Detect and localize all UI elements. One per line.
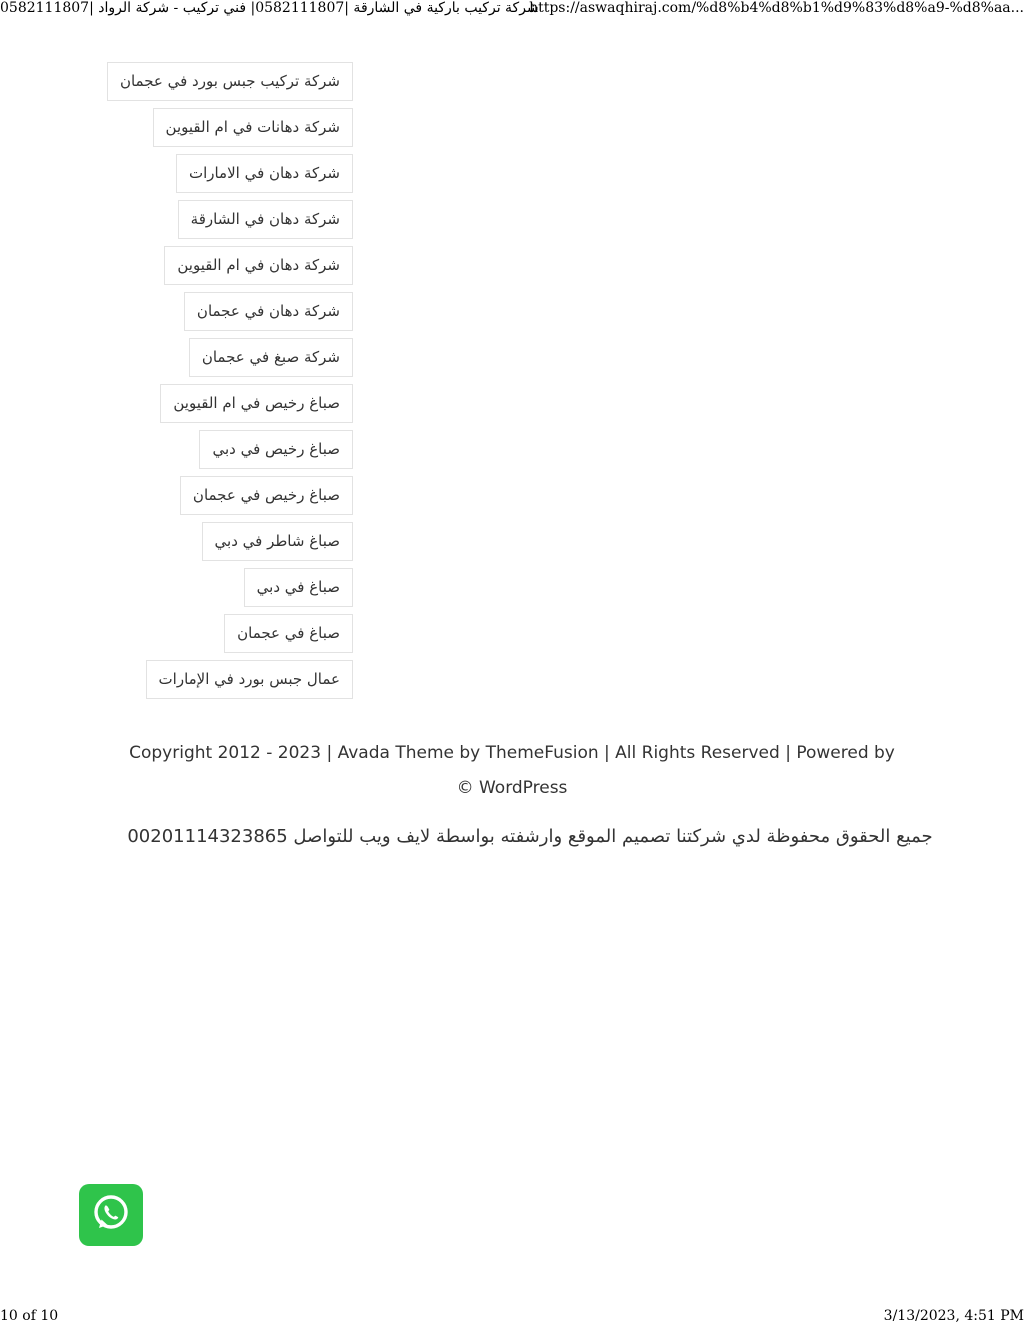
tag-link[interactable]: عمال جبس بورد في الإمارات: [146, 660, 353, 699]
tag-link[interactable]: صباغ رخيص في عجمان: [180, 476, 353, 515]
footer-rights-arabic: جميع الحقوق محفوظة لدي شركتنا تصميم الموقع وارشفته بواسطة لايف ويب للتواصل 00201114323865: [127, 826, 933, 847]
tag-cloud: [110, 62, 353, 699]
tag-link[interactable]: صباغ شاطر في دبي: [202, 522, 353, 561]
tag-link[interactable]: شركة تركيب جبس بورد في عجمان: [107, 62, 353, 101]
print-footer-page-number: 10 of 10: [0, 1308, 59, 1324]
tag-link[interactable]: صباغ في عجمان: [224, 614, 353, 653]
tag-link[interactable]: شركة دهانات في ام القيوين: [153, 108, 353, 147]
tag-link[interactable]: شركة دهان في عجمان: [184, 292, 353, 331]
tag-link[interactable]: صباغ رخيص في ام القيوين: [160, 384, 353, 423]
print-header-title: شركة تركيب باركية في الشارقة |0582111807| فني تركيب - شركة الرواد |0582111807: [0, 0, 539, 16]
print-footer-datetime: 3/13/2023, 4:51 PM: [883, 1308, 1024, 1324]
print-header-url[interactable]: https://aswaqhiraj.com/%d8%b4%d8%b1%d9%83%d8%a9-%d8%aa...: [529, 0, 1024, 16]
tag-link[interactable]: شركة دهان في ام القيوين: [164, 246, 353, 285]
footer-copyright: Copyright 2012 - 2023 | Avada Theme by ThemeFusion | All Rights Reserved | Powered by © WordPress: [129, 743, 895, 798]
tag-link[interactable]: شركة دهان في الشارقة: [178, 200, 353, 239]
whatsapp-icon: [88, 1190, 134, 1240]
tag-link[interactable]: شركة صبغ في عجمان: [189, 338, 353, 377]
whatsapp-button[interactable]: [79, 1184, 143, 1246]
tag-link[interactable]: صباغ رخيص في دبي: [199, 430, 353, 469]
tag-link[interactable]: صباغ في دبي: [244, 568, 353, 607]
tag-link[interactable]: شركة دهان في الامارات: [176, 154, 353, 193]
